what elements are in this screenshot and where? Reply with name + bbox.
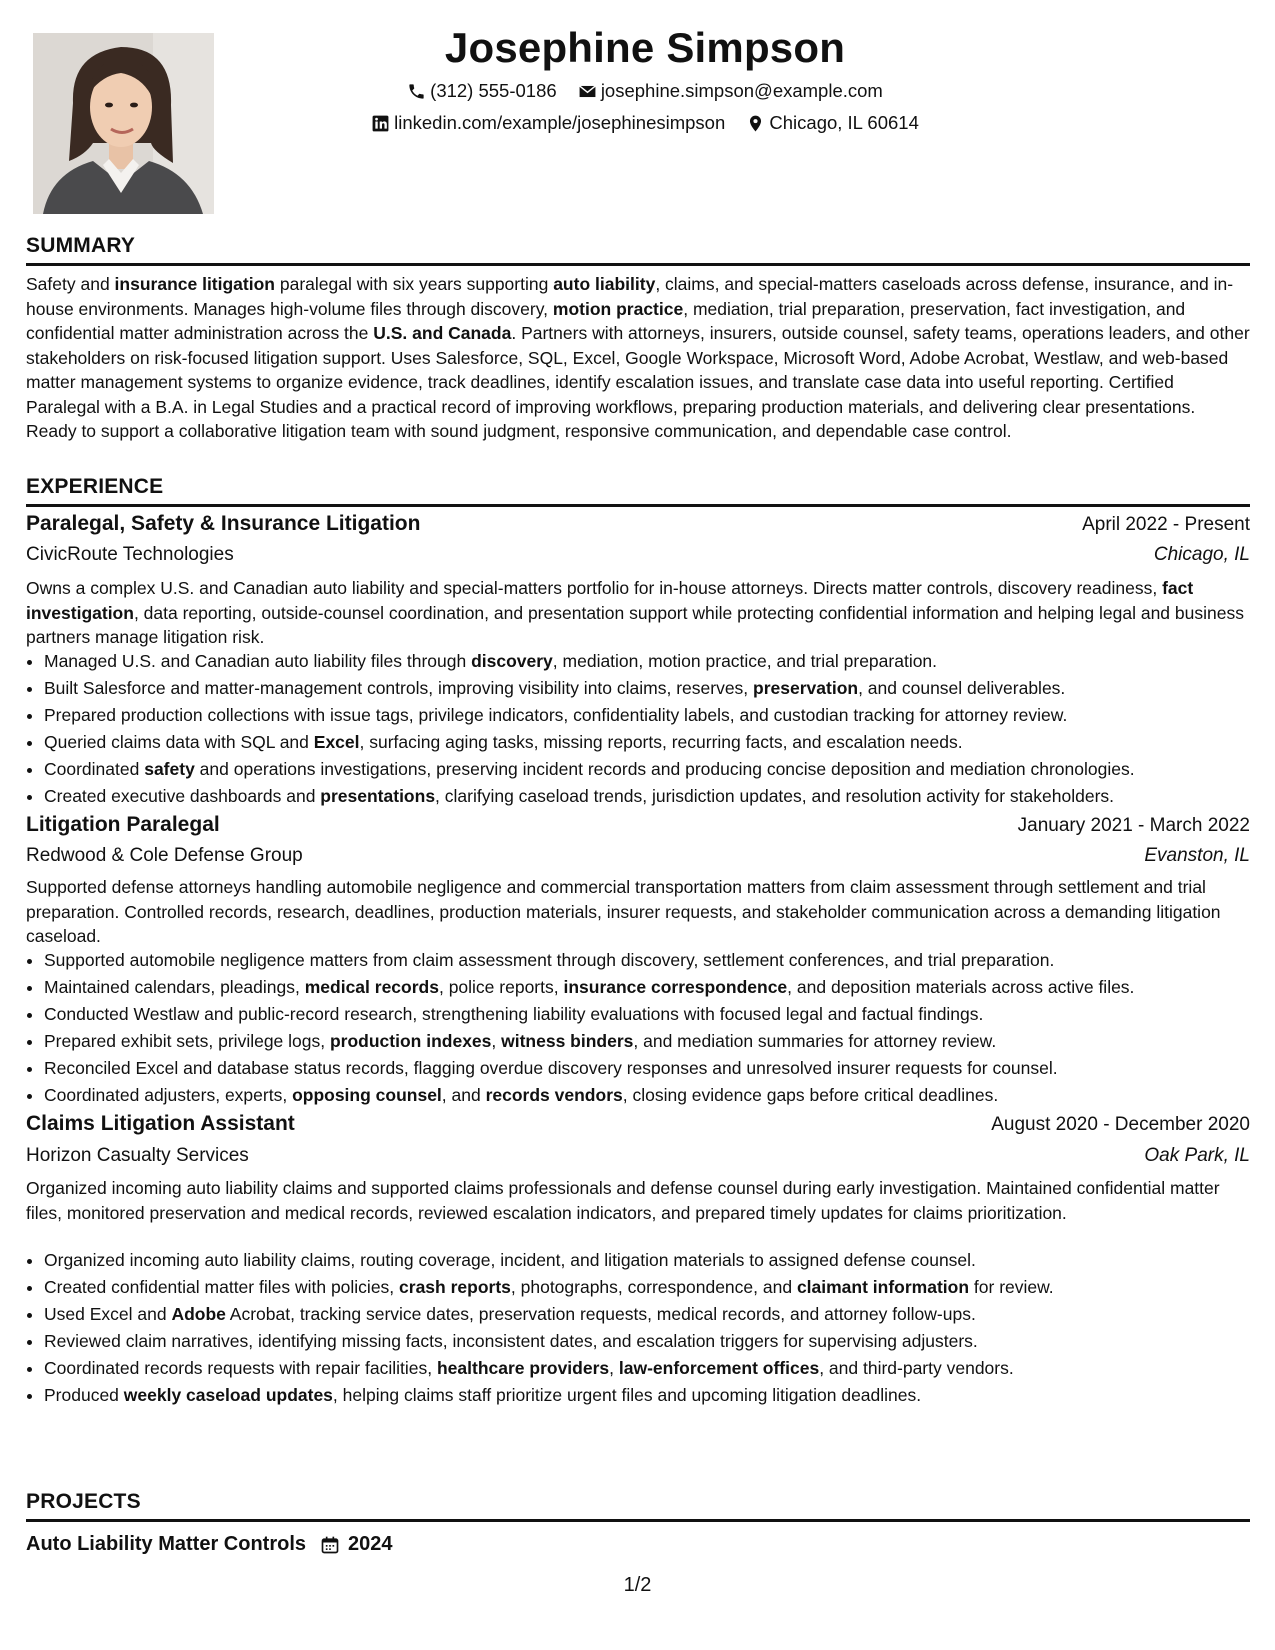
job-bullets [44, 649, 1254, 811]
projects-heading: PROJECTS [26, 1490, 141, 1513]
bullet-item: • Coordinated records requests with repair facilities, healthcare providers, law-enforcement offices, and third-party vendors. [44, 1356, 1254, 1383]
job-company: Horizon Casualty Services [26, 1145, 249, 1166]
page-number: 1/2 [623, 1574, 652, 1596]
job-location: Evanston, IL [1144, 845, 1250, 866]
bullet-item: • Prepared exhibit sets, privilege logs, production indexes, witness binders, and mediation summaries for attorney review. [44, 1029, 1254, 1056]
location-text: Chicago, IL 60614 [769, 112, 919, 133]
job-title: Claims Litigation Assistant [26, 1112, 295, 1135]
bullet-item: • Used Excel and Adobe Acrobat, tracking service dates, preservation requests, medical records, and attorney follow-ups. [44, 1302, 1254, 1329]
job-bullets [44, 1248, 1254, 1410]
contact-line-2 [0, 112, 1275, 138]
bullet-item: • Queried claims data with SQL and Excel, surfacing aging tasks, missing reports, recurring facts, and escalation needs. [44, 730, 1254, 757]
linkedin-contact[interactable] [371, 112, 725, 134]
linkedin-text: linkedin.com/example/josephinesimpson [394, 112, 726, 133]
job-bullets [44, 948, 1254, 1110]
contact-line-1 [0, 80, 1275, 106]
projects-divider [26, 1519, 1250, 1522]
project-title: Auto Liability Matter Controls [26, 1533, 306, 1555]
job-description: Supported defense attorneys handling automobile negligence and commercial transportation matters from claim assessment through settlement and trial preparation. Controlled records, research, deadlines, production materials, insurer requests, and stakeholder communication across a demanding litigation caseload. [26, 877, 1221, 946]
job-title: Litigation Paralegal [26, 813, 220, 836]
summary-text: Safety and insurance litigation paralegal with six years supporting auto liability, claims, and special-matters caseloads across defense, insurance, and in-house environments. Manages high-volume files through discovery, motion practice, mediation, trial preparation, preservation, fact investigation, and confidential matter administration across the U.S. and Canada. Partners with attorneys, insurers, outside counsel, safety teams, operations leaders, and other stakeholders on risk-focused litigation support. Uses Salesforce, SQL, Excel, Google Workspace, Microsoft Word, Adobe Acrobat, Westlaw, and web-based matter management systems to organize evidence, track deadlines, identify escalation issues, and translate case data into useful reporting. Certified Paralegal with a B.A. in Legal Studies and a practical record of improving workflows, preparing production materials, and delivering clear presentations. Ready to support a collaborative litigation team with sound judgment, responsive communication, and dependable case control. [26, 274, 1250, 441]
job-location: Chicago, IL [1153, 544, 1250, 565]
job-location: Oak Park, IL [1144, 1145, 1250, 1166]
job-dates: April 2022 - Present [1082, 514, 1250, 535]
bullet-item: • Reviewed claim narratives, identifying missing facts, inconsistent dates, and escalation triggers for supervising adjusters. [44, 1329, 1254, 1356]
envelope-icon [578, 82, 597, 101]
summary-divider [26, 263, 1250, 266]
phone-icon [407, 82, 426, 101]
project-item [26, 1533, 393, 1556]
job-dates: August 2020 - December 2020 [991, 1114, 1250, 1135]
bullet-item: • Created confidential matter files with policies, crash reports, photographs, correspondence, and claimant information for review. [44, 1275, 1254, 1302]
bullet-item: • Supported automobile negligence matters from claim assessment through discovery, settlement conferences, and trial preparation. [44, 948, 1254, 975]
experience-heading: EXPERIENCE [26, 475, 164, 498]
job-dates: January 2021 - March 2022 [1017, 815, 1250, 836]
bullet-item: • Organized incoming auto liability claims, routing coverage, incident, and litigation materials to assigned defense counsel. [44, 1248, 1254, 1275]
email-text: josephine.simpson@example.com [600, 80, 883, 101]
bullet-item: • Created executive dashboards and presentations, clarifying caseload trends, jurisdiction updates, and resolution activity for stakeholders. [44, 784, 1254, 811]
job-company: CivicRoute Technologies [26, 544, 234, 565]
experience-divider [26, 504, 1250, 507]
bullet-item: • Coordinated safety and operations investigations, preserving incident records and producing concise deposition and mediation chronologies. [44, 757, 1254, 784]
bullet-item: • Managed U.S. and Canadian auto liability files through discovery, mediation, motion practice, and trial preparation. [44, 649, 1254, 676]
bullet-item: • Produced weekly caseload updates, helping claims staff prioritize urgent files and upcoming litigation deadlines. [44, 1383, 1254, 1410]
job-description: Owns a complex U.S. and Canadian auto liability and special-matters portfolio for in-house attorneys. Directs matter controls, discovery readiness, fact investigation, data reporting, outside-counsel coordination, and presentation support while protecting confidential information and helping legal and business partners manage litigation risk. [26, 578, 1244, 647]
bullet-item: • Built Salesforce and matter-management controls, improving visibility into claims, reserves, preservation, and counsel deliverables. [44, 676, 1254, 703]
bullet-item: • Conducted Westlaw and public-record research, strengthening liability evaluations with focused legal and factual findings. [44, 1002, 1254, 1029]
location-contact [746, 112, 918, 134]
bullet-item: • Reconciled Excel and database status records, flagging overdue discovery responses and unresolved insurer requests for counsel. [44, 1056, 1254, 1083]
summary-heading: SUMMARY [26, 234, 136, 257]
map-pin-icon [746, 114, 765, 133]
job-description: Organized incoming auto liability claims and supported claims professionals and defense counsel during early investigation. Maintained confidential matter files, monitored preservation and medical records, reviewed escalation indicators, and prepared timely updates for claims prioritization. [26, 1178, 1220, 1223]
phone-contact[interactable] [407, 80, 557, 102]
bullet-item: • Maintained calendars, pleadings, medical records, police reports, insurance correspondence, and deposition materials across active files. [44, 975, 1254, 1002]
job-title: Paralegal, Safety & Insurance Litigation [26, 512, 421, 535]
candidate-name: Josephine Simpson [444, 24, 846, 71]
linkedin-icon [371, 114, 390, 133]
phone-text: (312) 555-0186 [430, 80, 557, 101]
email-contact[interactable] [578, 80, 883, 102]
bullet-item: • Prepared production collections with issue tags, privilege indicators, confidentiality labels, and custodian tracking for attorney review. [44, 703, 1254, 730]
project-year: 2024 [348, 1533, 393, 1555]
calendar-icon [320, 1535, 340, 1555]
job-company: Redwood & Cole Defense Group [26, 845, 303, 866]
bullet-item: • Coordinated adjusters, experts, opposing counsel, and records vendors, closing evidence gaps before critical deadlines. [44, 1083, 1254, 1110]
